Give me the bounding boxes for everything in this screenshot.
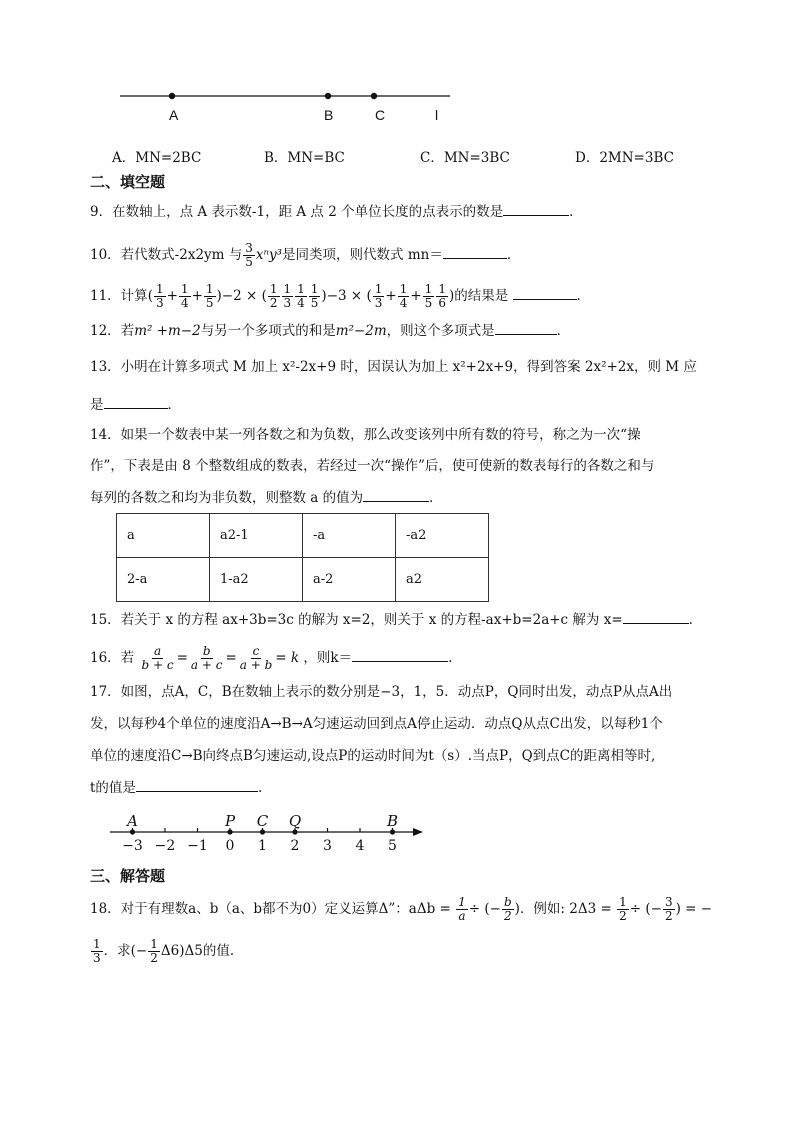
point-q (292, 829, 297, 834)
table-cell: 2-a (117, 558, 210, 602)
question-12: 12．若m² +m−2与另一个多项式的和是m²−2m，则这个多项式是 ． (90, 320, 570, 341)
answer-blank[interactable] (443, 244, 507, 259)
point-label-a: A (127, 812, 138, 830)
question-13-line1: 13．小明在计算多项式 M 加上 x²-2x+9 时，因误认为加上 x²+2x+9，得到答案 2x²+2x，则 M 应 (90, 359, 697, 375)
q10-term: xⁿy³ (255, 247, 283, 263)
label-a: A (169, 107, 179, 123)
answer-blank[interactable] (623, 609, 689, 624)
answer-blank[interactable] (363, 487, 429, 502)
tick-label: −1 (187, 838, 208, 854)
question-16: 16．若 $\frac{a}{b + c}$ = $\frac{b}{a + c}$ = $\frac{c}{a + b}$ = k ，则k＝ . (90, 644, 453, 672)
axis-arrow-icon (413, 828, 423, 836)
q9-text: 9．在数轴上，点 A 表示数-1，距 A 点 2 个单位长度的点表示的数是 (90, 204, 504, 220)
point-b (325, 93, 331, 99)
q12-prefix: 12．若 (90, 323, 135, 339)
q12-expr1: m² +m−2 (134, 323, 201, 339)
point-label-p: P (224, 812, 236, 830)
q8-option-d: D．2MN=3BC (575, 150, 674, 166)
table-cell: 1-a2 (210, 558, 303, 602)
q8-option-b: B．MN=BC (264, 150, 345, 166)
question-14-line2: 作”，下表是由 8 个整数组成的数表，若经过一次“操作”后，使可使新的数表每行的各数之和与 (90, 458, 655, 474)
answer-blank[interactable] (495, 320, 557, 335)
answer-blank[interactable] (513, 285, 577, 300)
table-row (117, 514, 489, 558)
q16-prefix: 16．若 (90, 650, 135, 666)
question-15: 15．若关于 x 的方程 ax+3b=3c 的解为 x=2，则关于 x 的方程-ax+b=2a+c 解为 x= ． (90, 609, 702, 630)
question-9: 9．在数轴上，点 A 表示数-1，距 A 点 2 个单位长度的点表示的数是 ． (90, 201, 583, 222)
point-a (169, 93, 175, 99)
tick-label: 3 (323, 838, 332, 854)
section-fill-blank: 二、填空题 (90, 173, 166, 191)
section-answer: 三、解答题 (90, 867, 166, 885)
q11-prefix: 11．计算 (90, 288, 148, 304)
point-a (130, 829, 135, 834)
q12-suffix: ，则这个多项式是 (386, 323, 495, 339)
q14-table (116, 513, 489, 602)
question-17-line2: 发，以每秒4个单位的速度沿A→B→A匀速运动回到点A停止运动．动点Q从点C出发，以每秒1个 (90, 716, 663, 732)
point-label-q: Q (288, 812, 302, 830)
question-18-line1: 18．对于有理数a、b（a、b都不为0）定义运算Δ”：aΔb = $\frac{1}{a}$ ÷ (− $\frac{b}{2}$ )．例如: 2Δ3 = $\frac{1}{2}$ ÷ (− $\frac{3}{2}$ ) = − (90, 895, 713, 923)
tick-label: 5 (388, 838, 397, 854)
table-cell: -a2 (396, 514, 489, 558)
point-label-c: C (256, 812, 269, 830)
q10-fraction: $\frac{3}{5}$ (245, 241, 253, 269)
question-17-line3: 单位的速度沿C→B向终点B匀速运动,设点P的运动时间为t（s）.当点P，Q到点C的距离相等时, (90, 748, 656, 764)
label-l: l (435, 107, 439, 123)
label-b: B (324, 107, 334, 123)
question-10: 10．若代数式-2x2ym 与 $\frac{3}{5}$ xⁿy³是同类项，则代数式 mn＝ ． (90, 241, 521, 269)
table-cell: a2 (396, 558, 489, 602)
question-17-line1: 17．如图，点A，C，B在数轴上表示的数分别是−3，1，5．动点P，Q同时出发，动点P从点A出 (90, 684, 673, 700)
table-cell: a-2 (303, 558, 396, 602)
point-b (390, 829, 395, 834)
answer-blank[interactable] (104, 394, 168, 409)
tick-label: 2 (290, 838, 300, 854)
q16-suffix: ，则k＝ (303, 650, 353, 666)
question-14-line3: 每列的各数之和均为非负数，则整数 a 的值为 ． (90, 487, 443, 508)
answer-blank[interactable] (503, 201, 569, 216)
tick-label: 4 (355, 838, 365, 854)
question-13-line2: 是 ． (90, 394, 181, 415)
table-cell: a2-1 (210, 514, 303, 558)
tick-label: 0 (225, 838, 235, 854)
point-c (260, 829, 265, 834)
tick-label: 1 (258, 838, 267, 854)
number-line (0, 808, 794, 856)
table-cell: a (117, 514, 210, 558)
question-18-line2: $\frac{1}{3}$ ．求(− $\frac{1}{2}$ Δ6)Δ5的值． (93, 937, 244, 965)
q12-expr2: m²−2m (335, 323, 387, 339)
point-c (371, 93, 377, 99)
segment-diagram (0, 80, 794, 130)
q8-option-a: A．MN=2BC (112, 150, 202, 166)
answer-blank[interactable] (352, 647, 448, 662)
table-row (117, 558, 489, 602)
question-17-line4: t的值是 . (90, 777, 262, 798)
table-cell: -a (303, 514, 396, 558)
question-14-line1: 14．如果一个数表中某一列各数之和为负数，那么改变该列中所有数的符号，称之为一次“操 (90, 427, 641, 443)
question-11: 11．计算( $\frac{1}{3}$ + $\frac{1}{4}$ + $\frac{1}{5}$ )−2 × ( $\frac{1}{2}$ $\frac{1}{3}$ $\frac{1}{4}$ $\frac{1}{5}$ )−3 × ( $\frac{1}{3}$ + $\frac{1}{4}$ + $\frac{1}{5}$ $\frac{1}{6}$ )的结果是 ． (90, 282, 591, 310)
q11-suffix: 的结果是 (454, 288, 509, 304)
answer-blank[interactable] (136, 777, 258, 792)
point-p (227, 829, 232, 834)
q8-option-c: C．MN=3BC (420, 150, 510, 166)
tick-label: −3 (122, 838, 143, 854)
q10-suffix: 是同类项，则代数式 mn＝ (282, 247, 443, 263)
q12-mid: 与另一个多项式的和是 (200, 323, 336, 339)
q10-prefix: 10．若代数式-2x2ym 与 (90, 247, 243, 263)
point-label-b: B (386, 812, 399, 830)
label-c: C (375, 107, 386, 123)
tick-label: −2 (154, 838, 176, 854)
